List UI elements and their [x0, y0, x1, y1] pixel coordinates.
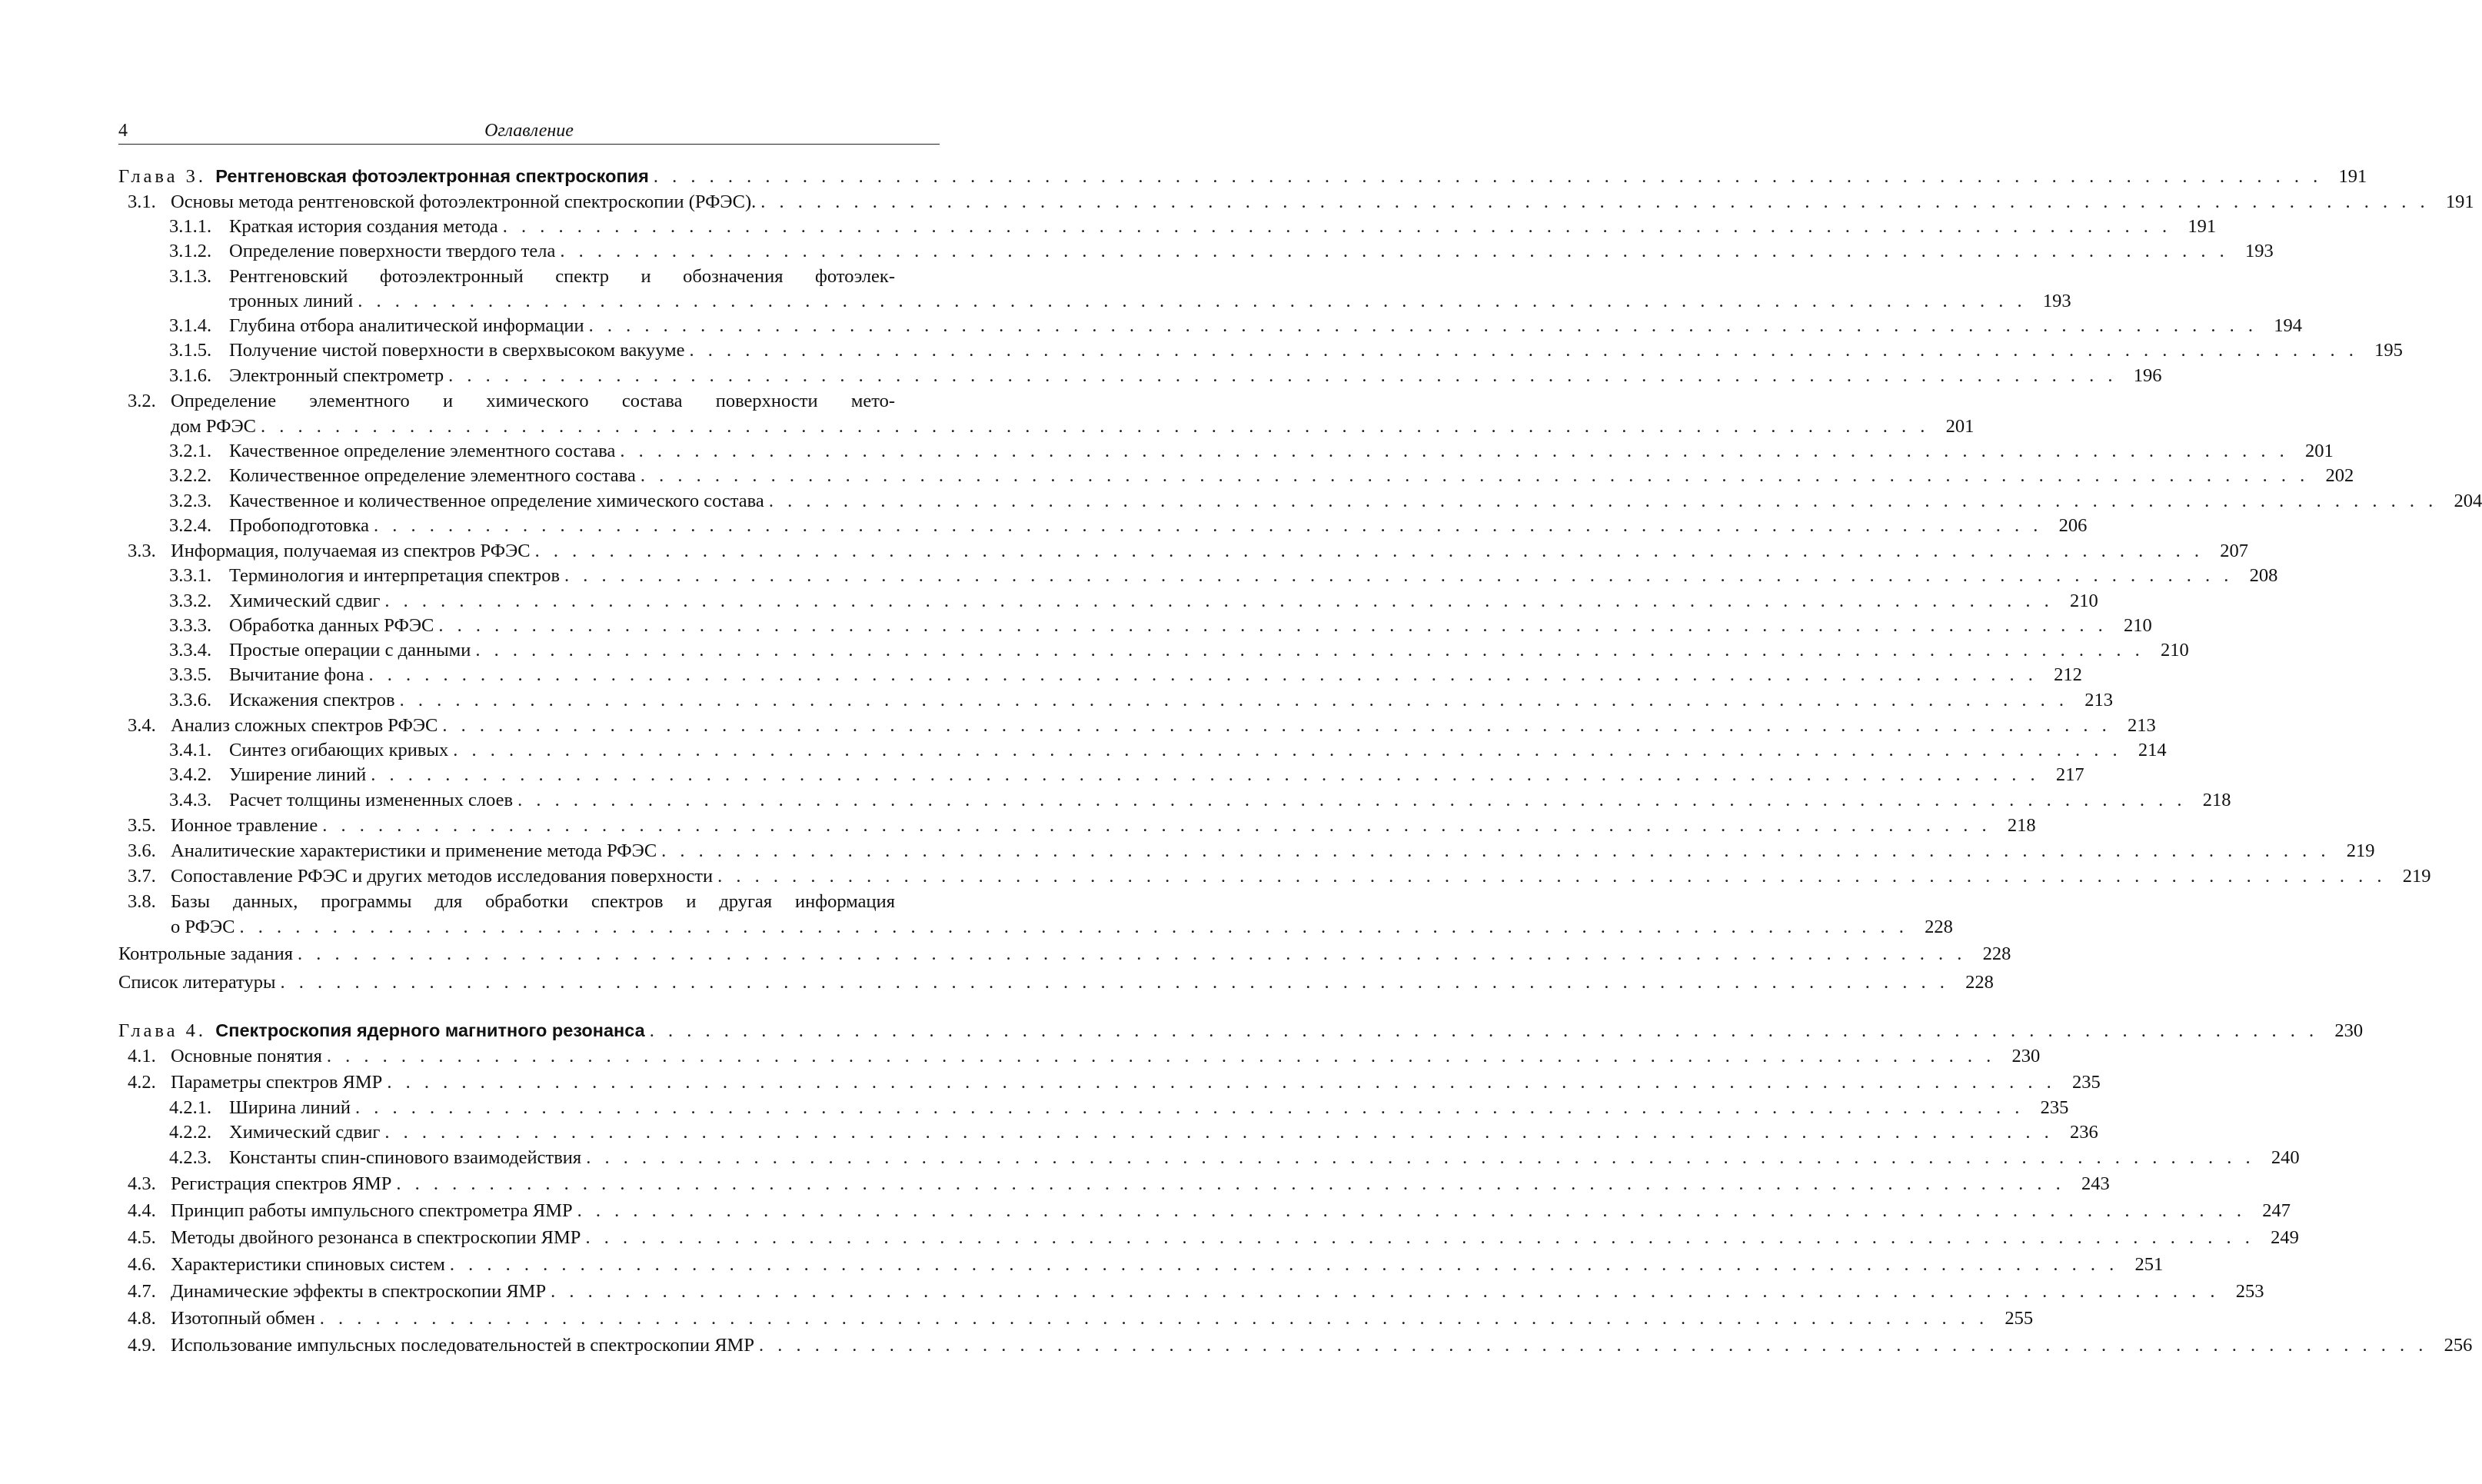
- page-ref: 193: [2245, 241, 2274, 262]
- toc-subsection[interactable]: [118, 688, 2113, 713]
- subsection-title: Краткая история создания метода: [229, 216, 498, 237]
- section-number: 3.4.: [128, 715, 156, 737]
- page-ref: 208: [2249, 565, 2278, 587]
- references-title: Список литературы: [118, 971, 276, 993]
- section-number: 4.7.: [128, 1280, 156, 1302]
- chapter-label: Глава 4.: [118, 1020, 207, 1041]
- toc-section[interactable]: [118, 1332, 2473, 1359]
- toc-references[interactable]: [118, 968, 1994, 997]
- toc-subsection[interactable]: [118, 1146, 2300, 1170]
- page-ref: 195: [2374, 340, 2403, 361]
- page-ref: 210: [2160, 640, 2189, 661]
- toc-section[interactable]: [118, 1170, 2110, 1197]
- toc-section[interactable]: [118, 1224, 2299, 1251]
- page-ref: 219: [2402, 865, 2431, 887]
- page-ref: 212: [2054, 664, 2082, 686]
- section-number: 3.3.: [128, 541, 156, 562]
- section-title: Использование импульсных последовательностей в спектроскопии ЯМР: [171, 1334, 754, 1356]
- page-ref: 217: [2055, 764, 2084, 786]
- subsection-number: 3.3.6.: [169, 689, 212, 710]
- chapter-title: Спектроскопия ядерного магнитного резонанса: [215, 1020, 645, 1040]
- page-ref: 213: [2084, 689, 2113, 710]
- page-ref: 207: [2220, 541, 2248, 562]
- subsection-title: Терминология и интерпретация спектров: [229, 565, 561, 587]
- subsection-title: Ширина линий: [229, 1096, 351, 1118]
- page-ref: 251: [2134, 1253, 2164, 1275]
- subsection-title: Химический сдвиг: [229, 590, 381, 611]
- page-ref: 191: [2338, 166, 2367, 187]
- page-ref: 196: [2133, 364, 2162, 386]
- subsection-number: 3.1.6.: [169, 364, 212, 386]
- section-title: Анализ сложных спектров РФЭС: [171, 715, 438, 737]
- page-ref: 256: [2444, 1334, 2473, 1356]
- toc-subsection[interactable]: [118, 314, 2302, 338]
- page-ref: 255: [2005, 1307, 2034, 1329]
- subsection-number: 3.1.5.: [169, 340, 212, 361]
- subsection-title: Химический сдвиг: [229, 1122, 381, 1143]
- section-number: 4.8.: [128, 1307, 156, 1329]
- table-of-contents: [118, 164, 2482, 1359]
- section-number: 4.4.: [128, 1200, 156, 1221]
- toc-section[interactable]: [118, 713, 2156, 738]
- subsection-title-line2: тронных линий: [229, 290, 354, 311]
- toc-subsection[interactable]: [118, 589, 2098, 614]
- section-title: Характеристики спиновых систем: [171, 1253, 445, 1275]
- toc-subsection[interactable]: [118, 489, 2482, 514]
- section-number: 3.1.: [128, 191, 156, 212]
- toc-subsection[interactable]: [118, 239, 2274, 264]
- chapter-4-heading[interactable]: [118, 1018, 2364, 1043]
- subsection-number: 3.1.4.: [169, 315, 212, 337]
- page-ref: 228: [1965, 971, 1994, 993]
- subsection-title: Вычитание фона: [229, 664, 364, 686]
- page-ref: 210: [2070, 590, 2098, 611]
- page-ref: 191: [2445, 191, 2474, 212]
- subsection-title: Искажения спектров: [229, 689, 395, 710]
- page-ref: 218: [2202, 789, 2231, 810]
- page-ref: 236: [2070, 1122, 2098, 1143]
- page-ref: 201: [2304, 441, 2334, 462]
- subsection-title-line1: Рентгеновский фотоэлектронный спектр и обозначения фотоэлек-: [229, 265, 895, 287]
- page-ref: 235: [2040, 1096, 2069, 1118]
- page-ref: 219: [2346, 840, 2375, 861]
- page-ref: 193: [2042, 290, 2071, 311]
- section-title-line1: Определение элементного и химического состава поверхности мето-: [171, 391, 895, 412]
- subsection-title: Простые операции с данными: [229, 640, 471, 661]
- page-ref: 240: [2271, 1146, 2300, 1168]
- section-title: Аналитические характеристики и применение метода РФЭС: [171, 840, 657, 861]
- toc-subsection[interactable]: [118, 1096, 2069, 1120]
- section-title: Методы двойного резонанса в спектроскопии ЯМР: [171, 1226, 581, 1248]
- section-number: 4.9.: [128, 1334, 156, 1356]
- page-ref: 235: [2071, 1071, 2101, 1093]
- toc-section[interactable]: [118, 838, 2375, 863]
- page-ref: 201: [1945, 416, 1975, 438]
- section-title: Основы метода рентгеновской фотоэлектронной спектроскопии (РФЭС).: [171, 191, 757, 212]
- toc-section[interactable]: [118, 1251, 2164, 1278]
- subsection-number: 3.3.1.: [169, 565, 212, 587]
- section-title-line2: дом РФЭС: [171, 416, 256, 438]
- subsection-number: 3.2.3.: [169, 490, 212, 511]
- page-ref: 210: [2124, 614, 2152, 636]
- subsection-number: 3.4.3.: [169, 789, 212, 810]
- toc-subsection[interactable]: [118, 788, 2231, 813]
- section-title: Принцип работы импульсного спектрометра ЯМР: [171, 1200, 573, 1221]
- subsection-number: 3.1.3.: [169, 265, 212, 287]
- section-number: 3.5.: [128, 814, 156, 836]
- page-ref: 191: [2188, 216, 2217, 237]
- chapter-title: Рентгеновская фотоэлектронная спектроскопия: [215, 166, 649, 186]
- section-number: 4.5.: [128, 1226, 156, 1248]
- section-number: 3.2.: [128, 391, 156, 412]
- section-number: 4.2.: [128, 1071, 156, 1093]
- page-ref: 218: [2007, 814, 2036, 836]
- subsection-number: 3.2.4.: [169, 514, 212, 536]
- page-ref: 228: [1982, 943, 2011, 964]
- section-title: Параметры спектров ЯМР: [171, 1071, 383, 1093]
- section-number: 4.3.: [128, 1173, 156, 1194]
- subsection-number: 3.1.2.: [169, 241, 212, 262]
- page-ref: 253: [2235, 1280, 2264, 1302]
- running-title: Оглавление: [484, 121, 574, 141]
- toc-section[interactable]: [118, 538, 2248, 564]
- toc-subsection[interactable]: [118, 738, 2167, 763]
- subsection-title: Уширение линий: [229, 764, 367, 786]
- subsection-number: 3.2.1.: [169, 441, 212, 462]
- subsection-title: Синтез огибающих кривых: [229, 740, 449, 761]
- toc-subsection[interactable]: [118, 338, 2403, 363]
- toc-section[interactable]: [118, 813, 2036, 838]
- subsection-number: 4.2.2.: [169, 1122, 212, 1143]
- subsection-number: 3.4.1.: [169, 740, 212, 761]
- toc-subsection[interactable]: [118, 1120, 2098, 1145]
- subsection-title: Электронный спектрометр: [229, 364, 444, 386]
- section-title: Регистрация спектров ЯМР: [171, 1173, 392, 1194]
- subsection-number: 3.3.5.: [169, 664, 212, 686]
- chapter-3-heading[interactable]: [118, 164, 2367, 189]
- page-ref: 204: [2454, 490, 2482, 511]
- toc-subsection[interactable]: [118, 763, 2084, 787]
- chapter-label: Глава 3.: [118, 166, 207, 187]
- section-title: Изотопный обмен: [171, 1307, 315, 1329]
- toc-section[interactable]: [118, 1043, 2041, 1070]
- page-ref: 230: [2334, 1020, 2364, 1041]
- toc-subsection[interactable]: [118, 439, 2334, 464]
- section-number: 4.6.: [128, 1253, 156, 1275]
- toc-section[interactable]: [118, 1278, 2264, 1305]
- subsection-title: Получение чистой поверхности в сверхвысоком вакууме: [229, 340, 685, 361]
- section-title: Информация, получаемая из спектров РФЭС: [171, 541, 531, 562]
- toc-subsection[interactable]: [118, 663, 2082, 687]
- toc-tasks[interactable]: [118, 940, 2011, 968]
- section-title: Динамические эффекты в спектроскопии ЯМР: [171, 1280, 547, 1302]
- page-ref: 249: [2271, 1226, 2299, 1248]
- toc-section[interactable]: [118, 889, 1953, 940]
- toc-section[interactable]: [118, 1197, 2291, 1224]
- toc-subsection[interactable]: [118, 564, 2278, 588]
- toc-section[interactable]: [118, 1305, 2034, 1332]
- toc-subsection[interactable]: [118, 614, 2152, 638]
- section-title: Основные понятия: [171, 1045, 322, 1066]
- subsection-title: Константы спин-спинового взаимодействия: [229, 1146, 582, 1168]
- toc-subsection[interactable]: [118, 364, 2162, 388]
- section-number: 4.1.: [128, 1045, 156, 1066]
- toc-subsection[interactable]: [118, 265, 2071, 314]
- subsection-title: Определение поверхности твердого тела: [229, 241, 556, 262]
- page-ref: 202: [2325, 465, 2354, 487]
- subsection-number: 3.3.3.: [169, 614, 212, 636]
- section-number: 3.8.: [128, 890, 156, 912]
- page-ref: 213: [2128, 715, 2156, 737]
- toc-subsection[interactable]: [118, 514, 2088, 538]
- page-ref: 214: [2138, 740, 2167, 761]
- section-title: Сопоставление РФЭС и других методов исследования поверхности: [171, 865, 714, 887]
- subsection-title: Расчет толщины измененных слоев: [229, 789, 514, 810]
- toc-section[interactable]: [118, 388, 1975, 439]
- subsection-number: 3.2.2.: [169, 465, 212, 487]
- toc-subsection[interactable]: [118, 638, 2189, 663]
- section-number: 3.6.: [128, 840, 156, 861]
- subsection-title: Глубина отбора аналитической информации: [229, 315, 584, 337]
- subsection-number: 3.1.1.: [169, 216, 212, 237]
- subsection-number: 4.2.3.: [169, 1146, 212, 1168]
- page-ref: 228: [1925, 916, 1953, 937]
- section-title-line1: Базы данных, программы для обработки спектров и другая информация: [171, 890, 895, 912]
- page-ref: 206: [2058, 514, 2088, 536]
- tasks-title: Контрольные задания: [118, 943, 294, 964]
- subsection-number: 3.4.2.: [169, 764, 212, 786]
- page-ref: 243: [2081, 1173, 2110, 1194]
- toc-section[interactable]: [118, 863, 2431, 889]
- subsection-title: Обработка данных РФЭС: [229, 614, 434, 636]
- page-number: 4: [118, 121, 128, 141]
- section-title-line2: о РФЭС: [171, 916, 235, 937]
- subsection-title: Количественное определение элементного состава: [229, 465, 636, 487]
- subsection-title: Качественное и количественное определение химического состава: [229, 490, 764, 511]
- subsection-title: Качественное определение элементного состава: [229, 441, 616, 462]
- toc-section[interactable]: [118, 189, 2474, 215]
- page-ref: 194: [2274, 315, 2302, 337]
- subsection-title: Пробоподготовка: [229, 514, 370, 536]
- section-title: Ионное травление: [171, 814, 318, 836]
- subsection-number: 3.3.2.: [169, 590, 212, 611]
- toc-section[interactable]: [118, 1070, 2101, 1096]
- toc-subsection[interactable]: [118, 464, 2354, 488]
- section-number: 3.7.: [128, 865, 156, 887]
- subsection-number: 4.2.1.: [169, 1096, 212, 1118]
- page-ref: 230: [2011, 1045, 2041, 1066]
- running-header: [118, 118, 940, 145]
- toc-subsection[interactable]: [118, 215, 2217, 239]
- subsection-number: 3.3.4.: [169, 640, 212, 661]
- page-ref: 247: [2262, 1200, 2291, 1221]
